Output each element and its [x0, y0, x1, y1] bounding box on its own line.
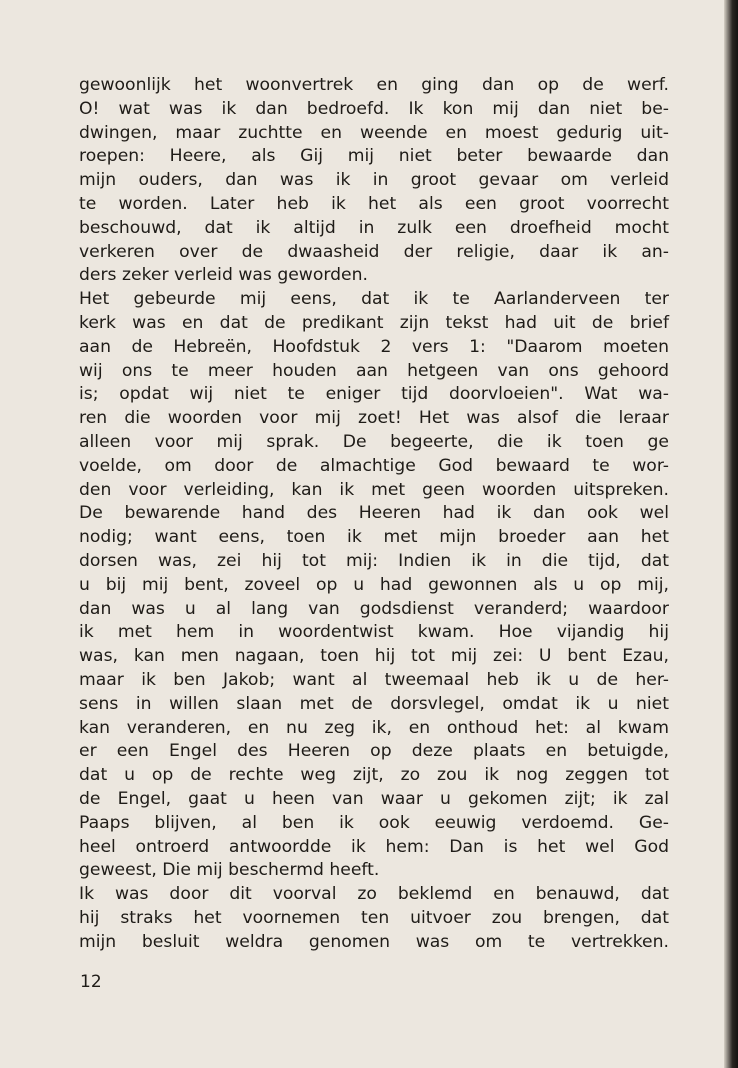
text-line: dwingen, maar zuchtte en weende en moest gedurig uit-: [79, 122, 669, 143]
text-line: u bij mij bent, zoveel op u had gewonnen als u op mij,: [79, 574, 669, 595]
text-line: is; opdat wij niet te eniger tijd doorvloeien". Wat wa-: [79, 384, 669, 405]
text-line: den voor verleiding, kan ik met geen woorden uitspreken.: [79, 479, 669, 500]
text-line: kan veranderen, en nu zeg ik, en onthoud het: al kwam: [79, 717, 669, 738]
text-line: hij straks het voornemen ten uitvoer zou brengen, dat: [79, 907, 669, 928]
text-line: Paaps blijven, al ben ik ook eeuwig verdoemd. Ge-: [79, 812, 669, 833]
text-line: er een Engel des Heeren op deze plaats en betuigde,: [79, 741, 669, 762]
text-line: te worden. Later heb ik het als een groot voorrecht: [79, 193, 669, 214]
text-line: mijn besluit weldra genomen was om te vertrekken.: [79, 931, 669, 952]
text-line: Het gebeurde mij eens, dat ik te Aarlanderveen ter: [79, 289, 669, 310]
text-line: aan de Hebreën, Hoofdstuk 2 vers 1: "Daarom moeten: [79, 336, 669, 357]
text-line: kerk was en dat de predikant zijn tekst had uit de brief: [79, 312, 669, 333]
body-text: [79, 74, 669, 954]
text-line: O! wat was ik dan bedroefd. Ik kon mij dan niet be-: [79, 98, 669, 119]
text-line: heel ontroerd antwoordde ik hem: Dan is het wel God: [79, 836, 669, 857]
page-number: 12: [80, 972, 102, 992]
text-line: geweest, Die mij beschermd heeft.: [79, 860, 380, 881]
text-line: beschouwd, dat ik altijd in zulk een droefheid mocht: [79, 217, 669, 238]
text-line: wij ons te meer houden aan hetgeen van ons gehoord: [79, 360, 669, 381]
text-line: dat u op de rechte weg zijt, zo zou ik nog zeggen tot: [79, 765, 669, 786]
text-line: De bewarende hand des Heeren had ik dan ook wel: [79, 503, 669, 524]
text-line: mijn ouders, dan was ik in groot gevaar om verleid: [79, 170, 669, 191]
text-line: was, kan men nagaan, toen hij tot mij zei: U bent Ezau,: [79, 646, 669, 667]
text-line: dorsen was, zei hij tot mij: Indien ik in die tijd, dat: [79, 550, 669, 571]
text-line: roepen: Heere, als Gij mij niet beter bewaarde dan: [79, 146, 669, 167]
text-line: nodig; want eens, toen ik met mijn broeder aan het: [79, 527, 669, 548]
text-line: dan was u al lang van godsdienst veranderd; waardoor: [79, 598, 669, 619]
page-edge-shadow: [724, 0, 738, 1068]
text-line: maar ik ben Jakob; want al tweemaal heb ik u de her-: [79, 669, 669, 690]
text-line: verkeren over de dwaasheid der religie, daar ik an-: [79, 241, 669, 262]
text-line: alleen voor mij sprak. De begeerte, die ik toen ge: [79, 431, 669, 452]
text-line: ders zeker verleid was geworden.: [79, 265, 368, 286]
text-line: Ik was door dit voorval zo beklemd en benauwd, dat: [79, 884, 669, 905]
text-line: de Engel, gaat u heen van waar u gekomen zijt; ik zal: [79, 788, 669, 809]
text-line: ik met hem in woordentwist kwam. Hoe vijandig hij: [79, 622, 669, 643]
text-line: gewoonlijk het woonvertrek en ging dan op de werf.: [79, 75, 669, 95]
text-line: sens in willen slaan met de dorsvlegel, omdat ik u niet: [79, 693, 669, 714]
text-line: ren die woorden voor mij zoet! Het was alsof die leraar: [79, 408, 669, 429]
text-line: voelde, om door de almachtige God bewaard te wor-: [79, 455, 669, 476]
